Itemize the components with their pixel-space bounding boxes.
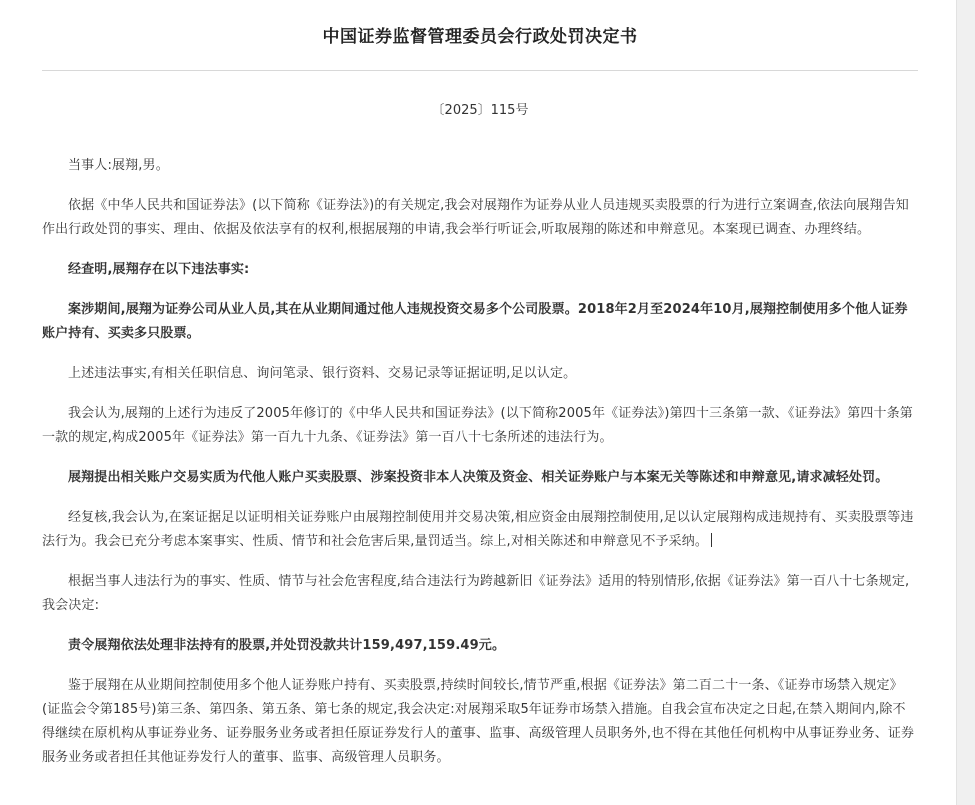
paragraph-found: 经查明,展翔存在以下违法事实: [68, 262, 250, 277]
page-title: 中国证券监督管理委员会行政处罚决定书 [322, 27, 638, 47]
paragraph-violation: 我会认为,展翔的上述行为违反了2005年修订的《中华人民共和国证券法》(以下简称2005年《证券法》)第四十三条第一款、《证券法》第四十条第一款的规定,构成2005年《证券法》第一百九十九条、《证券法》第一百八十七条所述的违法行为。 [42, 406, 913, 445]
paragraph-penalty: 责令展翔依法处理非法持有的股票,并处罚没款共计159,497,159.49元。 [68, 638, 506, 653]
paragraph-basis: 依据《中华人民共和国证券法》(以下简称《证券法》)的有关规定,我会对展翔作为证券从业人员违规买卖股票的行为进行立案调查,依法向展翔告知作出行政处罚的事实、理由、依据及依法享有的权利,根据展翔的申请,我会举行听证会,听取展翔的陈述和申辩意见。本案现已调查、办理终结。 [42, 198, 909, 237]
paragraph-decision-intro: 根据当事人违法行为的事实、性质、情节与社会危害程度,结合违法行为跨越新旧《证券法》适用的特别情形,依据《证券法》第一百八十七条规定,我会决定: [42, 574, 910, 613]
scrollbar-track[interactable] [956, 0, 975, 805]
paragraph-review-text: 经复核,我会认为,在案证据足以证明相关证券账户由展翔控制使用并交易决策,相应资金由展翔控制使用,足以认定展翔构成违规持有、买卖股票等违法行为。我会已充分考虑本案事实、性质、情节和社会危害后果,量罚适当。综上,对相关陈述和申辩意见不予采纳。 [42, 510, 914, 549]
paragraph-ban: 鉴于展翔在从业期间控制使用多个他人证券账户持有、买卖股票,持续时间较长,情节严重,根据《证券法》第二百二十一条、《证券市场禁入规定》(证监会令第185号)第三条、第四条、第五条、第七条的规定,我会决定:对展翔采取5年证券市场禁入措施。自我会宣布决定之日起,在禁入期间内,除不得继续在原机构从事证券业务、证券服务业务或者担任原证券发行人的董事、监事、高级管理人员职务外,也不得在其他任何机构中从事证券业务、证券服务业务或者担任其他证券发行人的董事、监事、高级管理人员职务。 [42, 678, 915, 765]
paragraph-review[interactable] [42, 506, 918, 554]
paragraph-defense: 展翔提出相关账户交易实质为代他人账户买卖股票、涉案投资非本人决策及资金、相关证券账户与本案无关等陈述和申辩意见,请求减轻处罚。 [68, 470, 889, 485]
document-body [42, 0, 918, 770]
paragraph-evidence: 上述违法事实,有相关任职信息、询问笔录、银行资料、交易记录等证据证明,足以认定。 [68, 366, 577, 381]
paragraph-party: 当事人:展翔,男。 [68, 158, 169, 173]
text-cursor [711, 533, 712, 547]
document-number: 〔2025〕115号 [431, 103, 529, 118]
title-divider [42, 70, 918, 71]
paragraph-facts: 案涉期间,展翔为证券公司从业人员,其在从业期间通过他人违规投资交易多个公司股票。2018年2月至2024年10月,展翔控制使用多个他人证券账户持有、买卖多只股票。 [42, 302, 908, 341]
